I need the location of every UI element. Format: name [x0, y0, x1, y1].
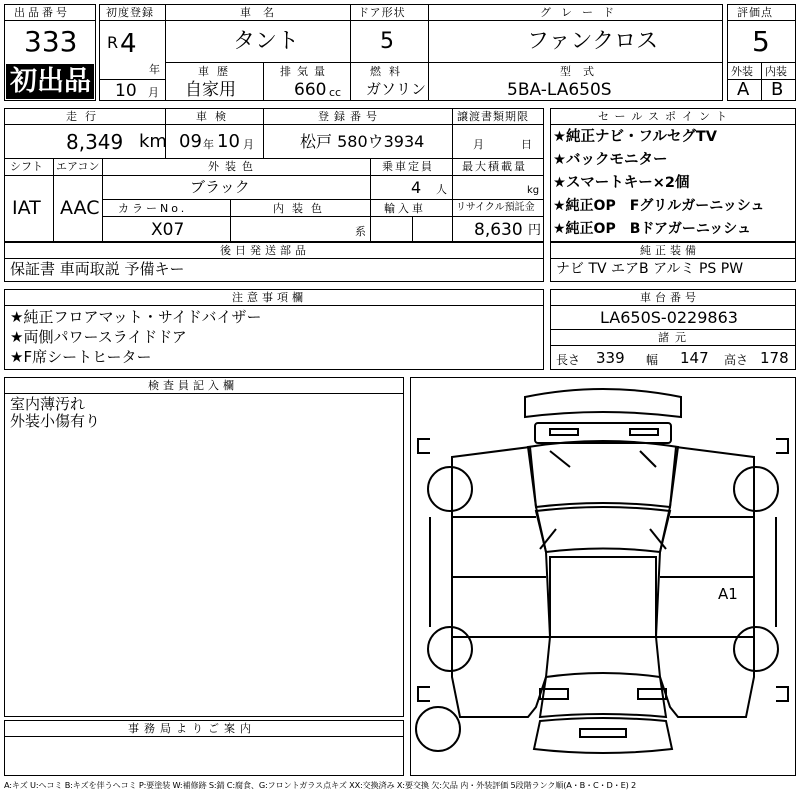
score-exterior: A: [737, 79, 750, 100]
color-no-label: カラーNo.: [118, 202, 188, 215]
inspection-year: 09: [179, 131, 202, 152]
sales-point: ★バックモニター: [553, 152, 668, 168]
chassis-label: 車台番号: [640, 291, 700, 304]
grade-label: グレード: [540, 6, 624, 19]
inspection-year-unit: 年: [203, 138, 214, 151]
score-label: 評価点: [737, 6, 773, 19]
sales-point: ★純正OP Bドアガーニッシュ: [553, 221, 751, 237]
note-item: ★F席シートヒーター: [10, 348, 152, 366]
chassis-no: LA650S-0229863: [600, 308, 738, 327]
first-reg-month: 10: [115, 81, 137, 101]
sales-point: ★純正OP Fグリルガーニッシュ: [553, 198, 765, 214]
ext-color-label: 外装色: [208, 160, 259, 173]
int-color-label: 内装色: [273, 202, 330, 215]
recycle-value: 8,630: [474, 220, 523, 240]
first-reg-month-unit: 月: [148, 86, 159, 99]
fuel: ガソリン: [366, 80, 427, 98]
first-reg-year-unit: 年: [149, 63, 160, 76]
displacement-unit: cc: [329, 86, 342, 99]
interior-label: 内装: [765, 65, 787, 78]
note-item: ★純正フロアマット・サイドバイザー: [10, 308, 262, 326]
inspection-month-unit: 月: [243, 138, 254, 151]
model-code: 5BA-LA650S: [507, 80, 612, 100]
equipment-label: 純正装備: [640, 244, 700, 257]
inspection-label: 車検: [196, 110, 234, 123]
sales-point: ★スマートキー×2個: [553, 175, 690, 191]
inspector-note: 外装小傷有り: [10, 412, 101, 430]
first-reg-year: 4: [120, 29, 137, 59]
inspector-label: 検査員記入欄: [148, 379, 238, 392]
capacity-label: 乗車定員: [382, 160, 434, 173]
history: 自家用: [185, 80, 236, 100]
mileage-value: 8,349: [66, 130, 124, 154]
shift: IAT: [12, 197, 41, 219]
import-label: 輸入車: [384, 202, 426, 215]
exterior-label: 外装: [731, 65, 753, 78]
inspector-note: 室内薄汚れ: [10, 395, 86, 413]
car-name: タント: [233, 29, 300, 54]
ext-color: ブラック: [190, 178, 250, 196]
score-overall: 5: [752, 25, 770, 58]
first-listing-text: 初出品: [10, 66, 91, 97]
aircon: AAC: [60, 197, 100, 219]
capacity-unit: 人: [436, 183, 447, 196]
capacity: 4: [411, 178, 422, 197]
int-color-unit: 系: [355, 225, 366, 238]
transfer-label: 譲渡書類期限: [457, 110, 529, 123]
mileage-label: 走行: [66, 110, 104, 123]
door-count: 5: [380, 29, 394, 54]
notes-label: 注意事項欄: [232, 291, 307, 304]
damage-mark: A1: [718, 585, 738, 603]
model-code-label: 型式: [560, 65, 606, 78]
note-item: ★両側パワースライドドア: [10, 328, 187, 346]
office-label: 事務局よりご案内: [128, 722, 256, 735]
first-reg-era: R: [107, 33, 119, 52]
dims-width: 147: [680, 349, 709, 367]
equipment: ナビ TV エアB アルミ PS PW: [556, 261, 744, 277]
lot-label: 出品番号: [14, 6, 70, 19]
recycle-label: リサイクル預託金: [456, 202, 535, 213]
score-interior: B: [771, 79, 784, 100]
fuel-label: 燃料: [370, 65, 408, 78]
mileage-unit: km: [139, 131, 167, 152]
sales-points-label: セールスポイント: [598, 110, 734, 123]
lot-number: 333: [24, 25, 78, 58]
dims-length-label: 長さ: [556, 353, 581, 367]
recycle-unit: 円: [528, 223, 542, 238]
car-name-label: 車名: [240, 6, 286, 19]
grade: ファンクロス: [527, 29, 659, 54]
first-reg-label: 初度登録: [106, 6, 154, 19]
after-parts: 保証書 車両取説 予備キー: [10, 260, 185, 278]
inspection-month: 10: [217, 131, 240, 152]
dims-length: 339: [596, 349, 625, 367]
displacement: 660: [294, 80, 327, 100]
dims-height: 178: [760, 349, 789, 367]
after-parts-label: 後日発送部品: [220, 244, 310, 257]
legend: A:キズ U:ヘコミ B:キズを伴うヘコミ P:要塗装 W:補修跡 S:錆 C:腐食、G:フロントガラス点キズ XX:交換済み X:要交換 欠:欠品 内・外装評価 5段階ランク順(A・B・C・D・E) 2: [4, 780, 637, 790]
car-diagram: [410, 377, 796, 776]
transfer-month-unit: 月: [473, 138, 484, 151]
displacement-label: 排気量: [280, 65, 331, 78]
dims-label: 諸元: [658, 331, 692, 344]
reg-no-label: 登録番号: [318, 110, 382, 123]
transfer-day-unit: 日: [521, 138, 532, 151]
sales-point: ★純正ナビ・フルセグTV: [553, 129, 718, 145]
max-load-unit: kg: [527, 185, 540, 196]
dims-height-label: 高さ: [724, 353, 749, 367]
color-no: X07: [151, 220, 185, 240]
door-label: ドア形状: [358, 6, 406, 19]
reg-no: 松戸 580ウ3934: [300, 132, 425, 151]
aircon-label: エアコン: [56, 160, 100, 173]
max-load-label: 最大積載量: [462, 160, 527, 173]
dims-width-label: 幅: [646, 353, 659, 367]
shift-label: シフト: [10, 160, 43, 173]
history-label: 車歴: [198, 65, 236, 78]
